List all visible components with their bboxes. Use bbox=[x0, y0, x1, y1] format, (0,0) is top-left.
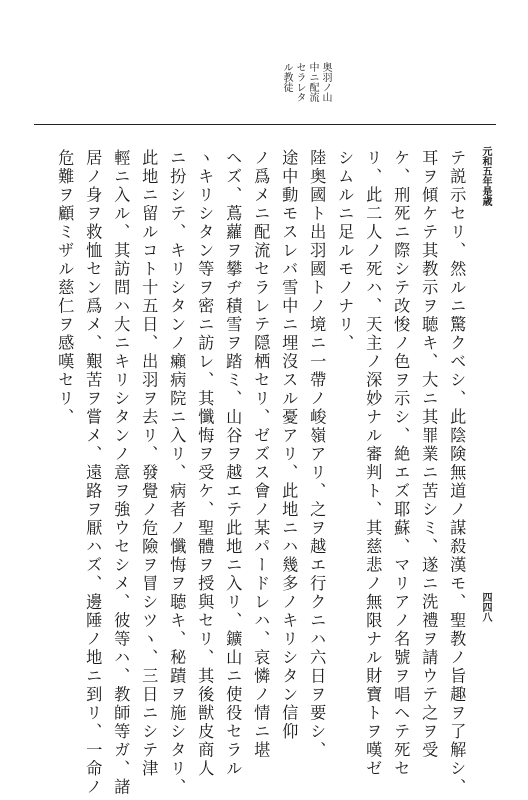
text-column: シムルニ足ルモノナリ、 bbox=[335, 149, 355, 353]
margin-note-line: ル教徒 bbox=[281, 62, 292, 92]
margin-note-line: 中ニ配流 bbox=[307, 62, 318, 102]
text-column: ケ、刑死ニ際シテ改悛ノ色ヲ示シ、絶エズ耶蘇、マリアノ名號ヲ唱ヘテ死セ bbox=[391, 149, 411, 778]
text-column: 此地ニ留ルコト十五日、出羽ヲ去リ、發覺ノ危險ヲ冒シツヽ、三日ニシテ津 bbox=[139, 149, 159, 778]
text-column: 途中動モスレバ雪中ニ埋沒スル憂アリ、此地ニハ幾多ノキリシタン信仰 bbox=[279, 149, 299, 741]
text-column: ニ扮シテ、キリシタンノ癩病院ニ入リ、病者ノ懺悔ヲ聴キ、秘蹟ヲ施シタリ、 bbox=[167, 149, 187, 797]
margin-note-line: 奥羽ノ山 bbox=[320, 62, 331, 102]
text-column: ヘズ、蔦蘿ヲ攀ヂ積雪ヲ踏ミ、山谷ヲ越エテ此地ニ入リ、鑛山ニ使役セラル bbox=[223, 149, 243, 778]
text-column: 輕ニ入ル、其訪問ハ大ニキリシタンノ意ヲ強ウセシメ、彼等ハ、教師等ガ、諸 bbox=[111, 149, 131, 797]
running-title: 元和五年是歳 bbox=[480, 146, 491, 206]
header-rule bbox=[34, 124, 496, 125]
text-column: 陸奥國ト出羽國トノ境ニ一帶ノ峻嶺アリ、之ヲ越エ行クニハ六日ヲ要シ、 bbox=[307, 149, 327, 760]
text-column: リ、此二人ノ死ハ、天主ノ深妙ナル審判ト、其慈悲ノ無限ナル財寶トヲ嘆ゼ bbox=[363, 149, 383, 778]
text-column: 耳ヲ傾ケテ其教示ヲ聴キ、大ニ其罪業ニ苦シミ、遂ニ洗禮ヲ請ウテ之ヲ受 bbox=[419, 149, 439, 760]
text-column: ヽキリシタン等ヲ密ニ訪レ、其懺悔ヲ受ケ、聖體ヲ授與セリ、其後獣皮商人 bbox=[195, 149, 215, 778]
text-column: 危難ヲ顧ミザル慈仁ヲ感嘆セリ、 bbox=[55, 149, 75, 427]
margin-note-line: セラレタ bbox=[294, 62, 305, 102]
page-number: 四四八 bbox=[480, 592, 491, 622]
text-column: ノ爲メニ配流セラレテ隠栖セリ、ゼズス會ノ某パードレハ、哀憐ノ情ニ堪 bbox=[251, 149, 271, 760]
text-column: 居ノ身ヲ救恤セン爲メ、艱苦ヲ嘗メ、遠路ヲ厭ハズ、邊陲ノ地ニ到リ、一命ノ bbox=[83, 149, 103, 797]
text-column: テ説示セリ、然ルニ驚クベシ、此陰険無道ノ謀殺漢モ、聖教ノ旨趣ヲ了解シ、 bbox=[447, 149, 467, 797]
